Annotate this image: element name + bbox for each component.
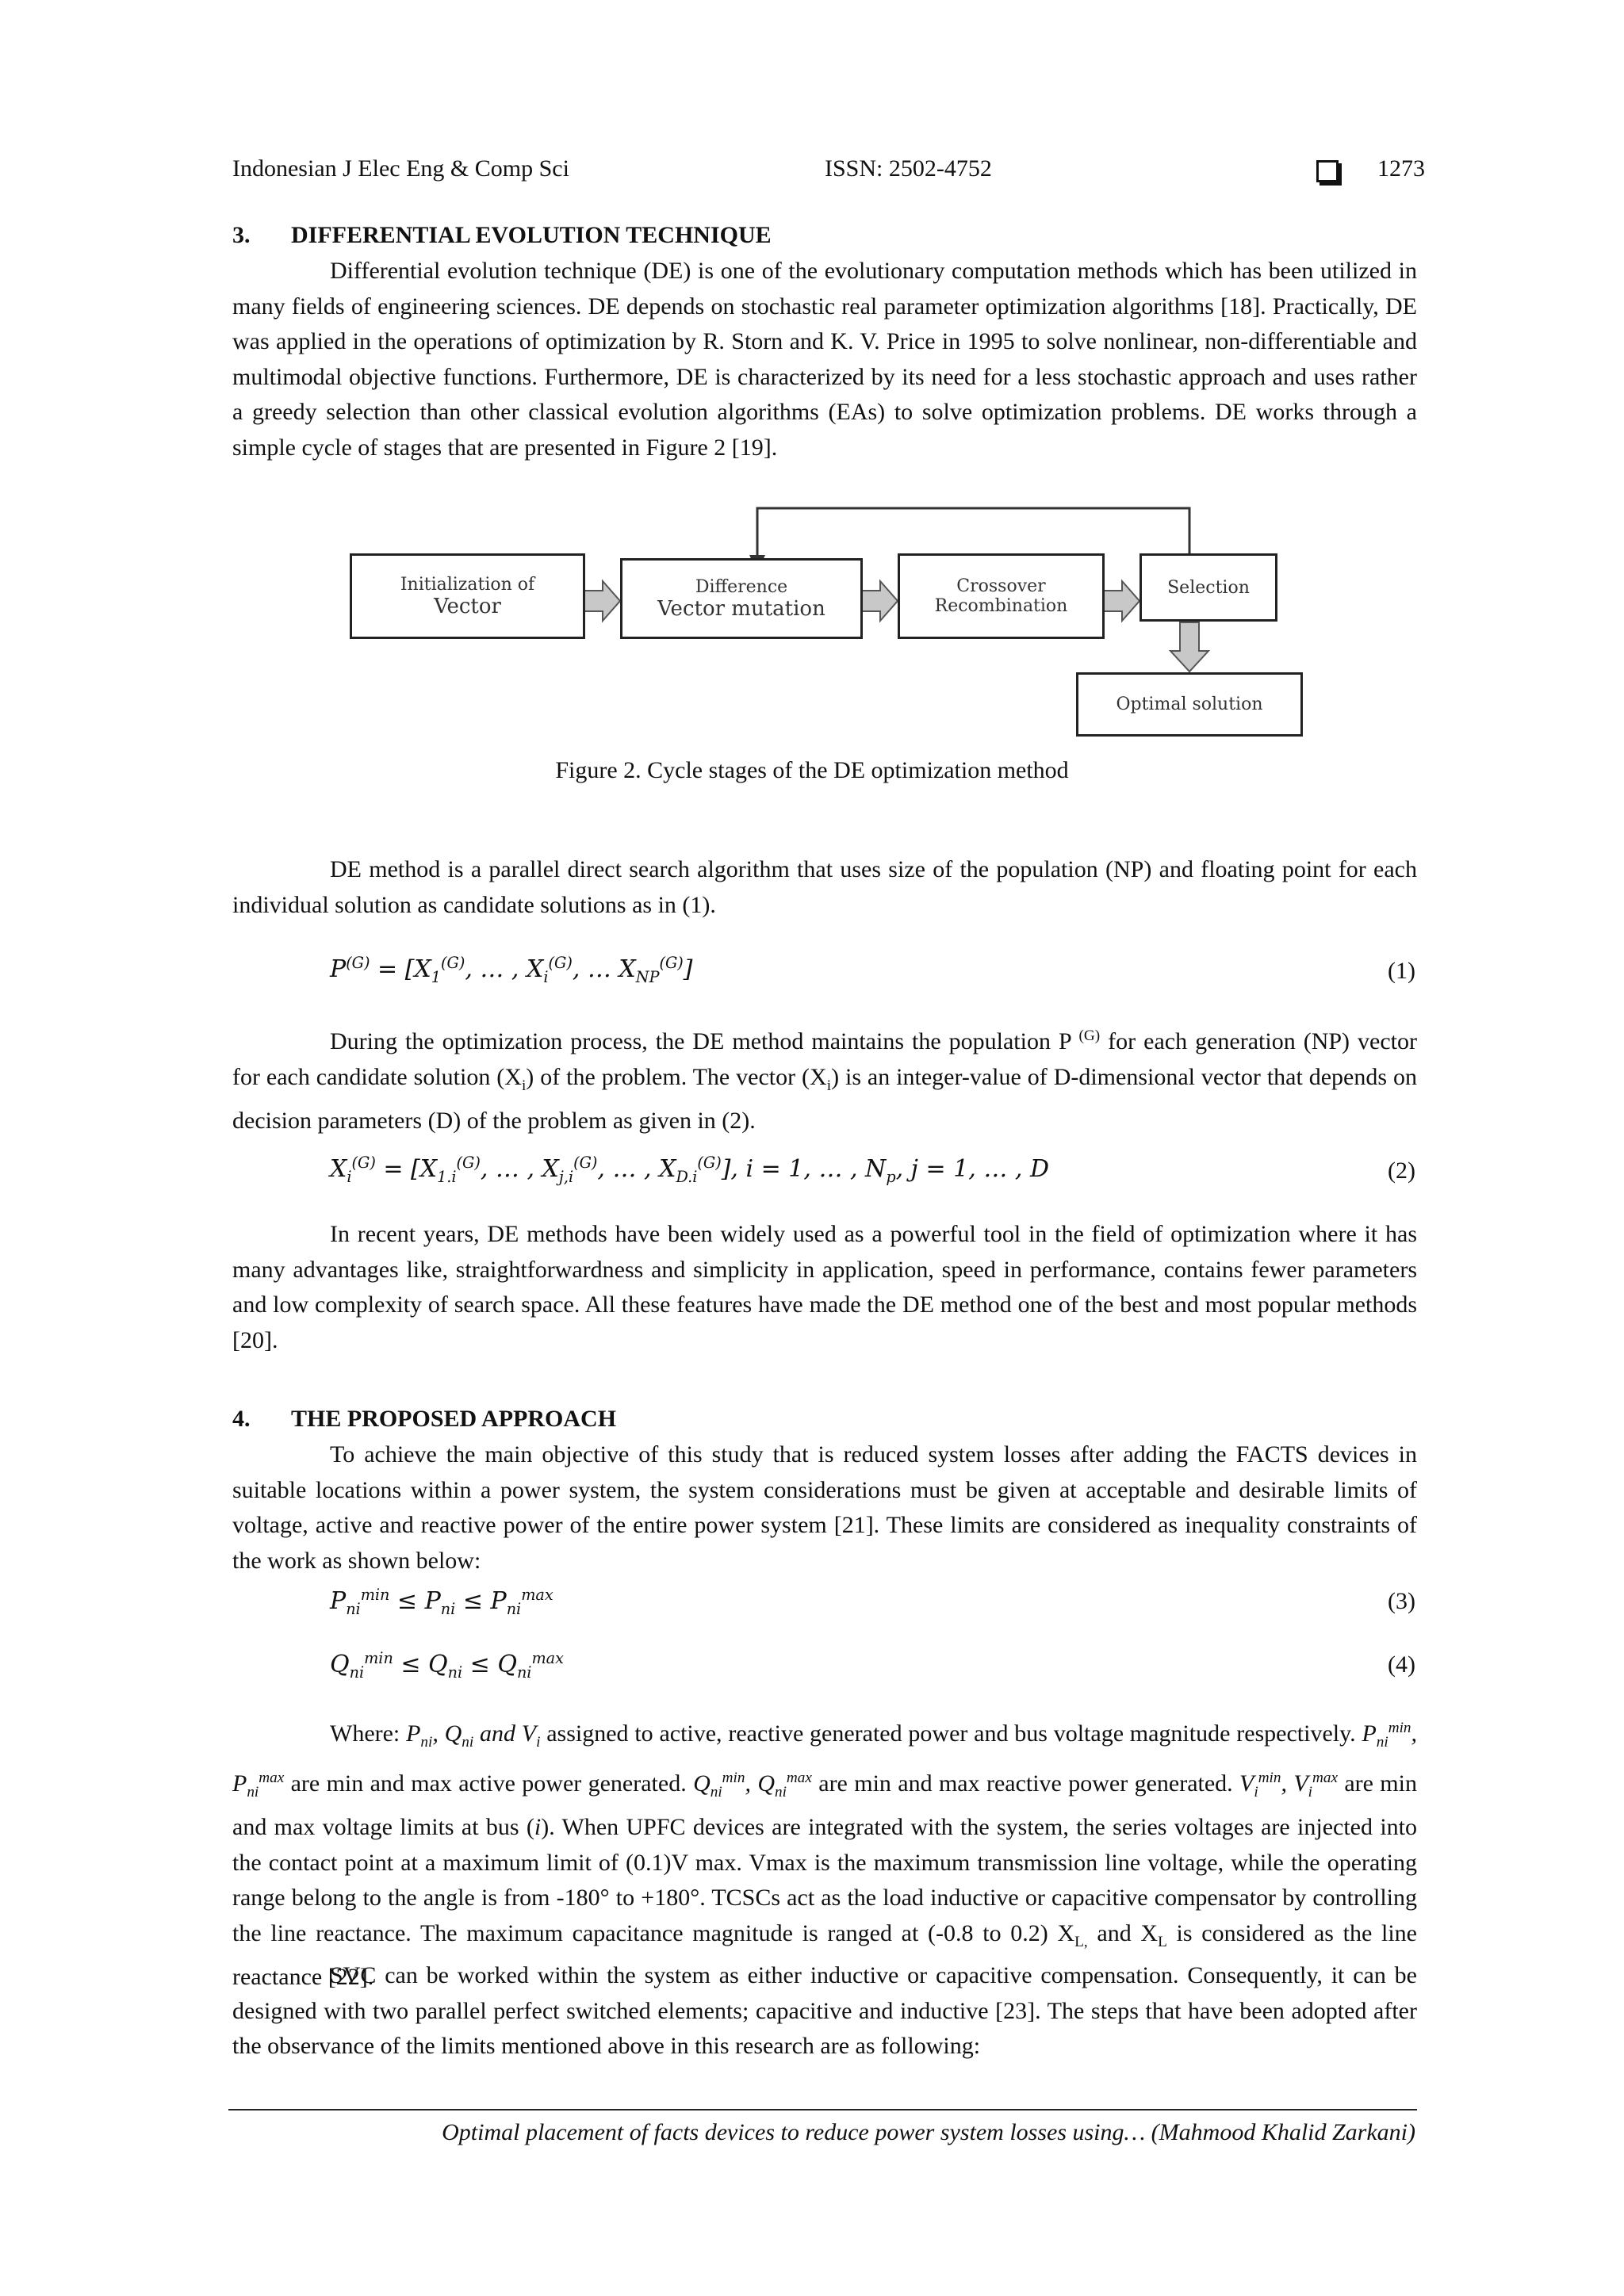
equation-1: $P^{(G)} = [X_1^{(G)}$, … , $X_i^{(G)}$, … $X_{NP}^{(G)}$] (330, 954, 693, 986)
arrow-down (1170, 622, 1208, 672)
footer-rule (228, 2109, 1417, 2110)
arrow-right-3 (1100, 581, 1139, 621)
arrow-right-1 (580, 581, 620, 621)
equation-number: (2) (1388, 1158, 1415, 1184)
equation-number: (3) (1388, 1588, 1415, 1614)
paragraph: Differential evolution technique (DE) is one of the evolutionary computation methods which has been utilized in many fields of engineering sciences. DE depends on stochastic real parameter optimization algorithms [18]. Practically, DE was applied in the operations of optimization by R. Storn and K. V. Price in 1995 to solve nonlinear, non-differentiable and multimodal objective functions. Furthermore, DE is characterized by its need for a less stochastic approach and uses rather a greedy selection than other classical evolution algorithms (EAs) to solve optimization problems. DE works through a simple cycle of stages that are presented in Figure 2 [19]. (232, 258, 1417, 461)
section-title: DIFFERENTIAL EVOLUTION TECHNIQUE (291, 222, 772, 248)
section-4-heading (232, 1406, 616, 1433)
arrow-right-2 (858, 581, 898, 621)
box-optimal-solution: Optimal solution (1076, 672, 1303, 737)
running-header-issn: ISSN: 2502-4752 (825, 155, 992, 182)
running-header-journal: Indonesian J Elec Eng & Comp Sci (232, 155, 569, 182)
paragraph: SVC can be worked within the system as either inductive or capacitive compensation. Consequently, it can be designed with two parallel perfect switched elements; capacitive and inductive [23]. The steps that have been adopted after the observance of the limits mentioned above in this research are as following: (232, 1962, 1417, 2059)
paragraph: In recent years, DE methods have been widely used as a powerful tool in the field of optimization where it has many advantages like, straightforwardness and simplicity in application, speed in performance, contains fewer parameters and low complexity of search space. All these features have made the DE method one of the best and most popular methods [20]. (232, 1221, 1417, 1353)
paragraph: To achieve the main objective of this study that is reduced system losses after adding the FACTS devices in suitable locations within a power system, the system considerations must be given at acceptable and desirable limits of voltage, active and reactive power of the entire power system [21]. These limits are considered as inequality constraints of the work as shown below: (232, 1441, 1417, 1574)
equation-number: (1) (1388, 958, 1415, 984)
figure-caption: Figure 2. Cycle stages of the DE optimization method (555, 757, 1069, 783)
equation-number: (4) (1388, 1651, 1415, 1678)
box-initialization: Initialization of Vector (350, 553, 585, 639)
paragraph: Where: $P_{ni}$, $Q_{ni}$ and $V_i$ assigned to active, reactive generated power and bus voltage magnitude respectively. $P_{ni}^{min}$, $P_{ni}^{max}$ are min and max active power generated. $Q_{ni}^{min}$, $Q_{ni}^{max}$ are min and max reactive power generated. $V_i^{min}$, $V_i^{max}$ are min and max voltage limits at bus (i). When UPFC devices are integrated with the system, the series voltages are injected into the contact point at a maximum limit of (0.1)V max. Vmax is the maximum transmission line voltage, while the operating range belong to the angle is from -180° to +180°. TCSCs act as the load inductive or capacitive compensator by controlling the line reactance. The maximum capacitance magnitude is ranged at (-0.8 to 0.2) $X_{L,}$ and $X_L$ is considered as the line reactance [22]. (232, 1720, 1418, 1990)
equation-3: $P_{ni}^{min} \le P_{ni} \le P_{ni}^{max}$ (330, 1586, 553, 1618)
footer-citation: Optimal placement of facts devices to reduce power system losses using… (Mahmood Khalid Zarkani) (442, 2119, 1415, 2145)
section-number: 4. (232, 1406, 251, 1432)
feedback-loop-line (757, 508, 1189, 559)
box-difference-vector-mutation: Difference Vector mutation (620, 558, 863, 639)
section-number: 3. (232, 222, 251, 248)
paragraph: DE method is a parallel direct search algorithm that uses size of the population (NP) and floating point for each individual solution as candidate solutions as in (1). (232, 856, 1417, 918)
section-title: THE PROPOSED APPROACH (291, 1406, 617, 1432)
box-selection: Selection (1139, 553, 1277, 622)
page-number: 1273 (1377, 155, 1425, 182)
box-crossover-recombination: Crossover Recombination (898, 553, 1105, 639)
equation-2: $X_i^{(G)} = [X_{1.i}^{(G)}$, … , $X_{j,i}^{(G)}$, … , $X_{D.i}^{(G)}$], i = 1, … , $N_p$, j = 1, … , D (330, 1154, 1050, 1186)
paragraph: During the optimization process, the DE method maintains the population P $^{(G)}$ for each generation (NP) vector for each candidate solution $(X_i)$ of the problem. The vector $(X_i)$ is an integer-value of D-dimensional vector that depends on decision parameters (D) of the problem as given in (2). (232, 1027, 1417, 1134)
equation-4: $Q_{ni}^{min} \le Q_{ni} \le Q_{ni}^{max}$ (330, 1649, 564, 1682)
